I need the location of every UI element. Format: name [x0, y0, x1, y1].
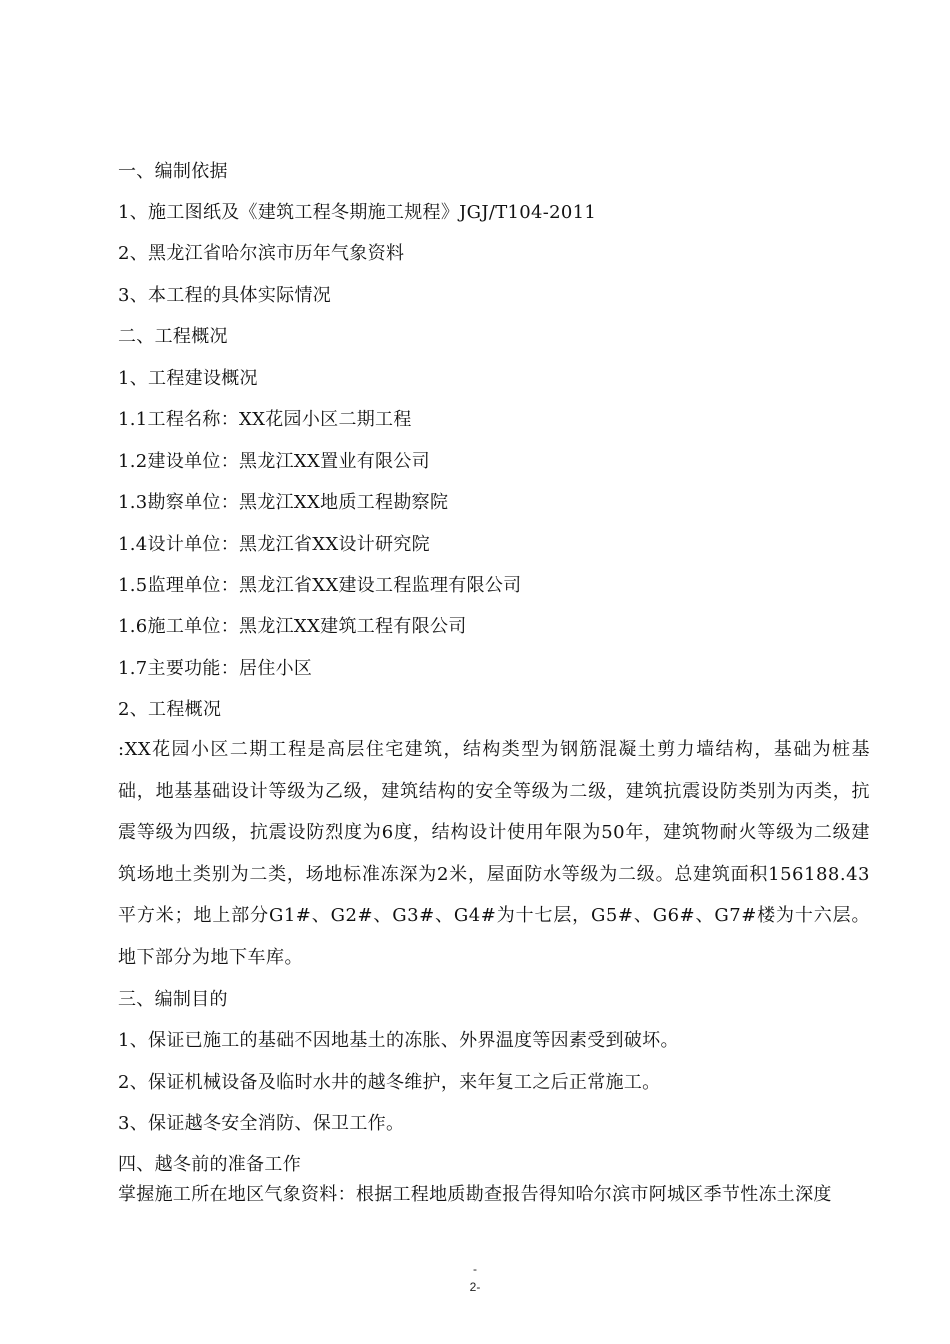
basis-item-1: 1、施工图纸及《建筑工程冬期施工规程》JGJ/T104-2011	[118, 202, 597, 223]
purpose-item-1: 1、保证已施工的基础不因地基土的冻胀、外界温度等因素受到破坏。	[118, 1030, 679, 1051]
overview-paragraph: :XX花园小区二期工程是高层住宅建筑，结构类型为钢筋混凝土剪力墙结构，基础为桩基础，地基基础设计等级为乙级，建筑结构的安全等级为二级，建筑抗震设防类别为丙类，抗震等级为四级，抗震设防烈度为6度，结构设计使用年限为50年，建筑物耐火等级为二级建筑场地土类别为二类，场地标准冻深为2米，屋面防水等级为二级。总建筑面积156188.43平方米；地上部分G1#、G2#、G3#、G4#为十七层，G5#、G6#、G7#楼为十六层。地下部分为地下车库。	[118, 739, 870, 968]
page-number: 2-	[469, 1280, 481, 1294]
preparation-paragraph: 掌握施工所在地区气象资料：根据工程地质勘查报告得知哈尔滨市阿城区季节性冻土深度	[118, 1184, 832, 1205]
section-heading-purpose: 三、编制目的	[118, 989, 228, 1010]
project-info-developer: 1.2建设单位：黑龙江XX置业有限公司	[118, 451, 430, 472]
basis-item-3: 3、本工程的具体实际情况	[118, 285, 332, 306]
project-info-function: 1.7主要功能：居住小区	[118, 658, 313, 679]
project-info-supervision: 1.5监理单位：黑龙江省XX建设工程监理有限公司	[118, 575, 522, 596]
section-heading-overview: 二、工程概况	[118, 326, 228, 347]
sub-heading-construction-overview: 1、工程建设概况	[118, 368, 258, 389]
project-info-survey: 1.3勘察单位：黑龙江XX地质工程勘察院	[118, 492, 449, 513]
project-info-name: 1.1工程名称：XX花园小区二期工程	[118, 409, 412, 430]
section-heading-preparation: 四、越冬前的准备工作	[118, 1154, 301, 1175]
purpose-item-2: 2、保证机械设备及临时水井的越冬维护，来年复工之后正常施工。	[118, 1072, 661, 1093]
project-info-contractor: 1.6施工单位：黑龙江XX建筑工程有限公司	[118, 616, 467, 637]
sub-heading-project-overview: 2、工程概况	[118, 699, 222, 720]
project-info-design: 1.4设计单位：黑龙江省XX设计研究院	[118, 534, 430, 555]
footer-dash: -	[473, 1262, 477, 1276]
purpose-item-3: 3、保证越冬安全消防、保卫工作。	[118, 1113, 405, 1134]
basis-item-2: 2、黑龙江省哈尔滨市历年气象资料	[118, 243, 405, 264]
section-heading-basis: 一、编制依据	[118, 161, 228, 182]
